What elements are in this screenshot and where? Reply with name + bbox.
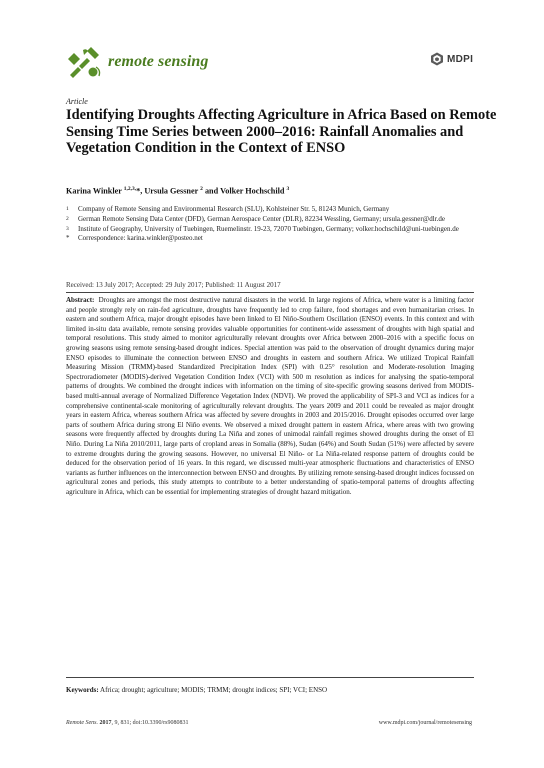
affiliation-mark: 2 — [66, 215, 69, 222]
footer-journal: Remote Sens. — [66, 720, 98, 726]
affiliation-item — [66, 225, 506, 235]
affiliation-item — [66, 205, 506, 215]
abstract — [66, 296, 474, 497]
affiliation-mark: 3 — [66, 225, 69, 232]
abstract-text: Droughts are amongst the most destructive natural disasters in the world. In large regions of Africa, where water is a limiting factor and people strongly rely on rain-fed agriculture, droughts have frequently led to crop failure, food shortages and even humanitarian crises. In eastern and southern Africa, major drought episodes have been linked to El Niño-Southern Oscillation (ENSO) events. In this context and with limited in-situ data available, remote sensing provides valuable opportunities for continent-wide assessment of droughts with high spatial and temporal resolutions. This study aimed to monitor agriculturally relevant droughts over Africa between 2000–2016 with a specific focus on growing seasons using remote sensing-based drought indices. Special attention was paid to the observation of drought dynamics during major ENSO episodes to illuminate the connection between ENSO and droughts in eastern and southern Africa. We utilized Tropical Rainfall Measuring Mission (TRMM)-based Standardized Precipitation Index (SPI) with 0.25° resolution and Moderate-resolution Imaging Spectroradiometer (MODIS)-derived Vegetation Condition Index (VCI) with 500 m resolution as indices for analysing the spatio-temporal patterns of droughts. We combined the drought indices with information on the timing of site-specific growing seasons derived from MODIS-based multi-annual average of Normalized Difference Vegetation Index (NDVI). We proved the applicability of SPI-3 and VCI as indices for a comprehensive continental-scale monitoring of agriculturally relevant droughts. The years 2009 and 2011 could be revealed as major drought years in eastern Africa, whereas southern Africa was affected by severe droughts in 2003 and 2015/2016. Drought episodes occurred over large parts of southern Africa during strong El Niño events. We observed a mixed drought pattern in eastern Africa, where areas with two growing seasons were frequently affected by droughts during La Niña and zones of unimodal rainfall regimes showed droughts during the onset of El Niño. During La Niña 2010/2011, large parts of cropland areas in Somalia (88%), Sudan (64%) and South Sudan (51%) were affected by severe to extreme droughts during the growing seasons. However, no universal El Niño- or La Niña-related response pattern of droughts could be deduced for the observation period of 16 years. In this regard, we discussed multi-year atmospheric fluctuations and characteristics of ENSO variants as further influences on the interconnection between ENSO and droughts. By utilizing remote sensing-based drought indices focussed on agricultural zones and periods, this study attempts to contribute to a better understanding of spatio-temporal patterns of droughts affecting agriculture in Africa, which can be essential for implementing strategies of drought hazard mitigation. — [66, 296, 474, 496]
correspondence-text: Correspondence: karina.winkler@posteo.net — [78, 234, 203, 243]
footer-year: 2017 — [99, 720, 112, 726]
footer-citation — [66, 720, 189, 726]
affiliation-item — [66, 215, 506, 225]
author-separator: and — [202, 186, 221, 196]
paper-title: Identifying Droughts Affecting Agriculture in Africa Based on Remote Sensing Time Series between 2000–2016: Rainfall Anomalies and Vegetation Condition in the Context of ENSO — [66, 107, 497, 156]
journal-header — [66, 44, 209, 80]
author-name: Karina Winkler — [66, 186, 122, 196]
author-affiliation-marks: 3 — [286, 186, 290, 192]
keywords-label: Keywords: — [66, 686, 99, 694]
journal-name: remote sensing — [108, 53, 209, 70]
author-list — [66, 186, 289, 196]
corresponding-mark: * — [136, 186, 141, 196]
footer-url[interactable]: www.mdpi.com/journal/remotesensing — [378, 720, 472, 726]
author-separator: , — [140, 186, 145, 196]
author-name: Volker Hochschild — [220, 186, 285, 196]
affiliation-text: Company of Remote Sensing and Environmental Research (SLU), Kohlsteiner Str. 5, 81243 Munich, Germany — [78, 205, 390, 213]
affiliation-text: German Remote Sensing Data Center (DFD), German Aerospace Center (DLR), 82234 Wessling, Germany; ursula.gessner@dlr.de — [78, 214, 445, 223]
keywords — [66, 686, 474, 695]
affiliation-item — [66, 234, 506, 244]
affiliation-list — [66, 205, 506, 244]
divider — [66, 292, 474, 293]
affiliation-mark: * — [66, 234, 70, 243]
keywords-text: Africa; drought; agriculture; MODIS; TRMM; drought indices; SPI; VCI; ENSO — [100, 686, 328, 694]
journal-logo-icon — [66, 45, 104, 79]
author-affiliation-marks: 2 — [200, 186, 203, 192]
affiliation-mark: 1 — [66, 206, 69, 212]
author-affiliation-marks: 1,2,3, — [123, 186, 137, 192]
divider — [66, 677, 474, 678]
publisher-name: MDPI — [447, 53, 474, 65]
article-type: Article — [66, 97, 88, 106]
abstract-label: Abstract: — [66, 296, 95, 304]
mdpi-logo-icon — [430, 52, 444, 66]
author-name: Ursula Gessner — [144, 186, 199, 196]
affiliation-text: Institute of Geography, University of Tuebingen, Ruemelinstr. 19-23, 72070 Tuebingen, Germany; volker.hochschild@uni-tuebingen.de — [78, 224, 459, 233]
publisher-header — [430, 52, 473, 66]
footer-volume-doi: , 9, 831; doi:10.3390/rs9080831 — [111, 720, 189, 726]
publication-dates: Received: 13 July 2017; Accepted: 29 July 2017; Published: 11 August 2017 — [66, 281, 281, 289]
